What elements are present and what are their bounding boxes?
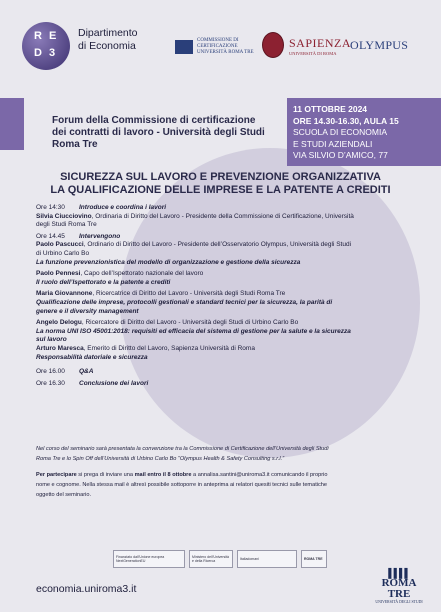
header bbox=[0, 0, 441, 86]
speaker: Maria Giovannone, Ricercatrice di Diritto del Lavoro - Università degli Studi Roma Tre bbox=[36, 290, 286, 298]
ccert-mark-icon bbox=[175, 40, 193, 54]
registration-info: Per partecipare si prega di inviare una mail entro il 8 ottobre a annalisa.santini@uniroma3.it comunicando il proprio bbox=[36, 472, 328, 478]
eu-logo: Finanziato dall’Unione europea NextGenerationEU bbox=[113, 550, 185, 568]
sapienza-logo: SAPIENZA UNIVERSITÀ DI ROMA bbox=[289, 36, 352, 56]
talk-topic: Responsabilità datoriale e sicurezza bbox=[36, 353, 148, 361]
rede-letter: 3 bbox=[49, 47, 56, 59]
commissione-certificazione-logo: COMMISSIONE DI CERTIFICAZIONE UNIVERSITÀ ROMA TRE bbox=[175, 38, 254, 56]
band-accent bbox=[0, 98, 24, 150]
speaker: Angelo Delogu, Ricercatore di Diritto del Lavoro - Università degli Studi di Urbino Carlo Bo bbox=[36, 319, 299, 327]
rede-letter: R bbox=[34, 30, 42, 42]
talk-topic: La funzione prevenzionistica del modello di organizzazione e gestione della sicurezza bbox=[36, 258, 301, 266]
contact-email-link[interactable]: a annalisa.santini@uniroma3.it comunicando il proprio bbox=[191, 472, 328, 478]
program-slot: Ore 16.30 Conclusione dei lavori bbox=[36, 379, 149, 387]
event-info: 11 OTTOBRE 2024 ORE 14.30-16.30, AULA 15 SCUOLA DI ECONOMIA E STUDI AZIENDALI VIA SILVIO D’AMICO, 77 bbox=[293, 104, 399, 160]
notes: Nel corso del seminario sarà presentata la convenzione tra la Commissione di Certificazione dell’Università degli Studi Roma Tre e lo Spin Off dell’Università di Urbino Carlo Bo “Olympus Health & Safety Consulting s.r.l.” Per partecipare si prega di inviare una mail entro il 8 ottobre a annalisa.santini@uniroma3.it comunicando il proprio nome e cognome. Nella stessa mail è altresì possibile sottoporre in anteprima ai relatori quesiti tecnici sulle tematiche oggetto del seminario. bbox=[36, 444, 406, 500]
speaker: Paolo Pascucci, Ordinario di Diritto del Lavoro - Presidente dell’Osservatorio Olympus, Università degli Studi bbox=[36, 241, 352, 249]
speaker: Paolo Pennesi, Capo dell’Ispettorato nazionale del lavoro bbox=[36, 270, 204, 278]
program-slot: Ore 14:30 Introduce e coordina i lavori bbox=[36, 204, 167, 211]
seminar-title: SICUREZZA SUL LAVORO E PREVENZIONE ORGANIZZATIVA LA QUALIFICAZIONE DELLE IMPRESE E LA PATENTE A CREDITI bbox=[50, 171, 391, 196]
roma-tre-logo: ▌▌▌▌ ROMA TRE UNIVERSITÀ DEGLI STUDI bbox=[372, 568, 426, 606]
talk-topic: Qualificazione delle imprese, protocolli gestionali e standard tecnici per la sicurezza, la parità di bbox=[36, 298, 333, 306]
event-band bbox=[0, 98, 441, 166]
columns-icon: ▌▌▌▌ bbox=[388, 568, 410, 578]
talk-topic: Il ruolo dell’Ispettorato e la patente a crediti bbox=[36, 278, 171, 286]
website-link[interactable]: economia.uniroma3.it bbox=[36, 583, 137, 595]
talk-topic: La norma UNI ISO 45001:2018: requisiti ed efficacia del sistema di gestione per la salute e la sicurezza bbox=[36, 327, 351, 335]
speaker: Arturo Maresca, Emerito di Diritto del Lavoro, Sapienza Università di Roma bbox=[36, 344, 255, 352]
rede-logo bbox=[22, 22, 70, 70]
rede-letter: D bbox=[34, 47, 42, 59]
department-name: Dipartimento di Economia bbox=[78, 27, 138, 52]
speaker: Silvia Ciucciovino, Ordinaria di Diritto del Lavoro - Presidente della Commissione di Certificazione, Università bbox=[36, 212, 354, 220]
roma-tre-small-logo: ROMA TRE bbox=[301, 550, 327, 568]
rede-letter: E bbox=[49, 30, 57, 42]
forum-title: Forum della Commissione di certificazione dei contratti di lavoro - Università degli Studi Roma Tre bbox=[52, 115, 265, 150]
program: Ore 14:30 Introduce e coordina i lavori Silvia Ciucciovino, Ordinaria di Diritto del Lavoro - Presidente della Commissione di Certificazione, Università degli Studi Roma Tre Ore 14.45 Intervengono Paolo Pascucci, Ordinario di Diritto del Lavoro - Presidente dell’Osservatorio Olympus, Università degli Studi di Urbino Carlo Bo La funzione prevenzionistica del modello di organizzazione e gestione della sicurezza Paolo Pennesi, Capo dell’Ispettorato nazionale del lavoro Il ruolo dell’Ispettorato e la patente a crediti Maria Giovannone, Ricercatrice di Diritto del Lavoro - Università degli Studi Roma Tre Qualificazione delle imprese, protocolli gestionali e standard tecnici per la sicurezza, la parità di genere e il diversity management Angelo Delogu, Ricercatore di Diritto del Lavoro - Università degli Studi di Urbino Carlo Bo La norma UNI ISO 45001:2018: requisiti ed efficacia del sistema di gestione per la salute e la sicurezza sul lavoro Arturo Maresca, Emerito di Diritto del Lavoro, Sapienza Università di Roma Responsabilità datoriale e sicurezza Ore 16.00 Q&A Ore 16.30 Conclusione dei lavori bbox=[36, 204, 406, 388]
program-slot: Ore 14.45 Intervengono bbox=[36, 232, 121, 240]
italiadomani-logo: Italiadomani bbox=[237, 550, 297, 568]
mur-logo: Ministero dell’Università e della Ricerca bbox=[189, 550, 233, 568]
funders-logos bbox=[113, 549, 333, 569]
sapienza-seal-icon bbox=[262, 32, 284, 58]
program-slot: Ore 16.00 Q&A bbox=[36, 368, 94, 376]
olympus-logo: OLYMPUS bbox=[350, 38, 409, 52]
